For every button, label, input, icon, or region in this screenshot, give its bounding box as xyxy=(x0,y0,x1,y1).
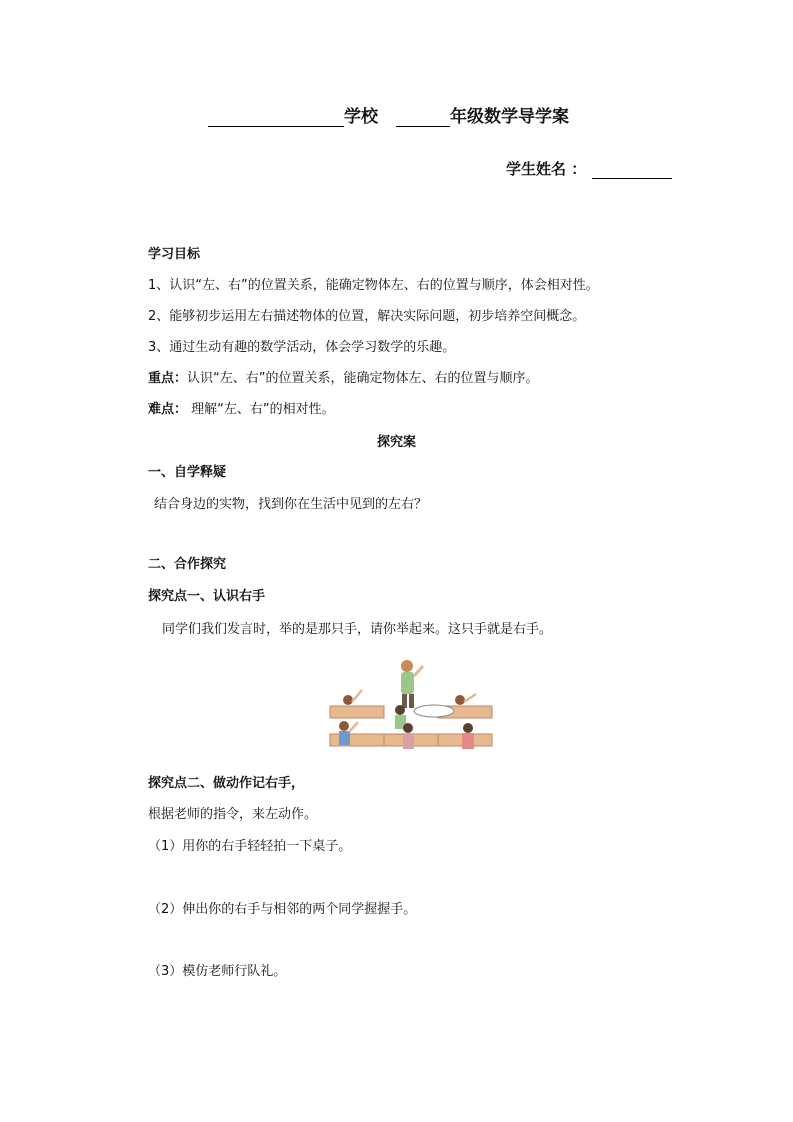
section2-heading: 二、合作探究 xyxy=(148,557,227,572)
student-name-label: 学生姓名 ： xyxy=(506,160,587,178)
difficulty-text: 理解“左、右”的相对性。 xyxy=(187,402,335,417)
point2-intro: 根据老师的指令，来左动作。 xyxy=(148,807,318,822)
school-blank[interactable] xyxy=(208,109,344,127)
task-item-3: （3）模仿老师行队礼。 xyxy=(148,964,287,979)
section1-heading: 一、自学释疑 xyxy=(148,465,227,480)
task-item-1: （1）用你的右手轻轻拍一下桌子。 xyxy=(148,839,352,854)
point1-heading: 探究点一、认识右手 xyxy=(148,589,266,604)
task-item-2: （2）伸出你的右手与相邻的两个同学握握手。 xyxy=(148,902,417,917)
objectives-heading: 学习目标 xyxy=(148,247,201,262)
inquiry-title: 探究案 xyxy=(376,435,416,450)
student-name-row xyxy=(506,158,672,179)
key-point xyxy=(148,370,539,388)
student-name-blank[interactable] xyxy=(592,161,672,179)
grade-suffix: 年级数学导学案 xyxy=(450,107,569,127)
objective-item-3: 3、通过生动有趣的数学活动，体会学习数学的乐趣。 xyxy=(148,340,456,355)
objective-item-2: 2、能够初步运用左右描述物体的位置，解决实际问题，初步培养空间概念。 xyxy=(148,309,586,324)
key-point-label: 重点： xyxy=(148,371,188,386)
section1-text: 结合身边的实物，找到你在生活中见到的左右？ xyxy=(154,497,428,512)
grade-blank[interactable] xyxy=(396,109,450,127)
page-title xyxy=(208,102,569,127)
school-suffix: 学校 xyxy=(344,107,378,127)
classroom-illustration xyxy=(328,656,494,760)
point2-heading: 探究点二、做动作记右手， xyxy=(148,776,305,791)
point1-text: 同学们我们发言时，举的是那只手，请你举起来。这只手就是右手。 xyxy=(162,622,553,637)
difficulty-label: 难点： xyxy=(148,402,188,417)
key-point-text: 认识“左、右”的位置关系，能确定物体左、右的位置与顺序。 xyxy=(187,371,539,386)
objective-item-1: 1、认识“左、右”的位置关系，能确定物体左、右的位置与顺序，体会相对性。 xyxy=(148,278,599,293)
difficulty-point xyxy=(148,401,335,419)
